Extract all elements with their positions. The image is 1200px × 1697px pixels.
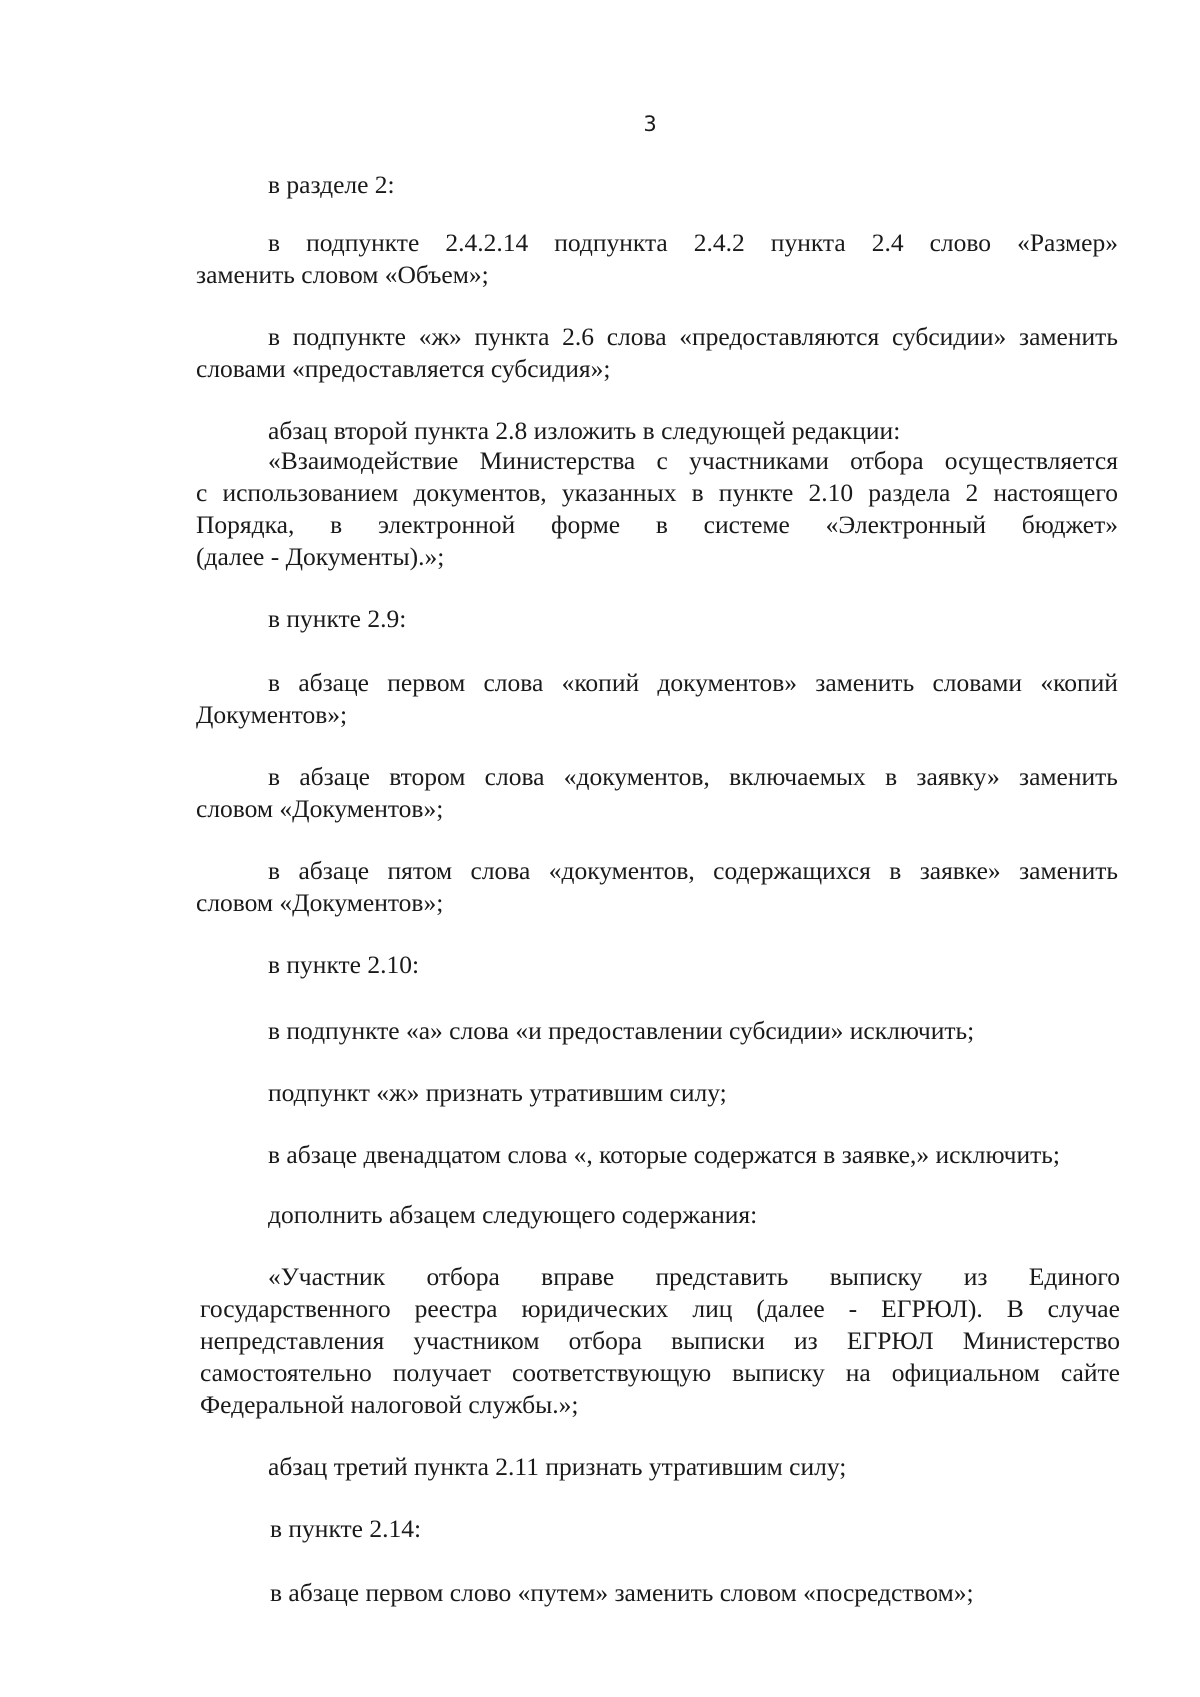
text-line: подпункт «ж» признать утратившим силу; — [268, 1078, 727, 1107]
text-line: в пункте 2.9: — [268, 604, 407, 633]
word: раздела — [868, 478, 951, 507]
word: заменить — [1019, 322, 1118, 351]
word: включаемых — [729, 762, 866, 791]
word: отбора — [426, 1262, 500, 1291]
text-line: дополнить абзацем следующего содержания: — [268, 1200, 758, 1229]
word: - — [848, 1294, 858, 1323]
word: слово — [929, 228, 992, 257]
word: 2.4 — [871, 228, 904, 257]
word: в — [268, 228, 281, 257]
word: бюджет» — [1021, 510, 1118, 539]
word: «Электронный — [825, 510, 987, 539]
text-line: в разделе 2: — [268, 170, 395, 199]
word: пятом — [387, 856, 453, 885]
word: «копий — [1040, 668, 1118, 697]
page-number: 3 — [643, 112, 657, 136]
word: абзаце — [298, 856, 370, 885]
word: в — [268, 856, 281, 885]
word: содержащихся — [713, 856, 871, 885]
word: в — [655, 510, 668, 539]
word: подпункте — [292, 322, 406, 351]
word: случае — [1047, 1294, 1120, 1323]
word: в — [885, 762, 898, 791]
word: в — [268, 668, 281, 697]
word: субсидии» — [891, 322, 1007, 351]
word: подпункте — [306, 228, 420, 257]
word: Министерство — [962, 1326, 1120, 1355]
text-line-justified — [196, 478, 1118, 508]
text-line-justified — [268, 1262, 1120, 1292]
word: участниками — [689, 446, 829, 475]
word: отбора — [568, 1326, 642, 1355]
word: пункте — [718, 478, 794, 507]
word: 2.6 — [562, 322, 594, 351]
word: ЕГРЮЛ). — [881, 1294, 983, 1323]
word: заменить — [1019, 856, 1118, 885]
word: документов, — [413, 478, 547, 507]
word: юридических — [521, 1294, 669, 1323]
text-line: (далее - Документы).»; — [196, 542, 445, 571]
word: с — [656, 446, 668, 475]
word: пункта — [474, 322, 550, 351]
word: 2.10 — [808, 478, 854, 507]
word: официальном — [891, 1358, 1040, 1387]
word: 2.4.2 — [693, 228, 745, 257]
word: «документов, — [548, 856, 695, 885]
word: в — [330, 510, 343, 539]
text-line: словом «Документов»; — [196, 794, 444, 823]
word: «Взаимодействие — [268, 446, 459, 475]
word: выписку — [732, 1358, 825, 1387]
text-line: в абзаце двенадцатом слова «, которые содержатся в заявке,» исключить; — [268, 1140, 1060, 1169]
word: слова — [484, 762, 545, 791]
word: получает — [392, 1358, 491, 1387]
word: электронной — [377, 510, 516, 539]
word: документов» — [657, 668, 798, 697]
word: (далее — [756, 1294, 825, 1323]
word: «Участник — [268, 1262, 386, 1291]
word: втором — [389, 762, 466, 791]
word: Единого — [1028, 1262, 1120, 1291]
word: из — [963, 1262, 988, 1291]
word: 2.4.2.14 — [445, 228, 529, 257]
word: ЕГРЮЛ — [846, 1326, 934, 1355]
text-line-justified — [268, 668, 1118, 698]
text-line-justified — [196, 510, 1118, 540]
word: заявке» — [919, 856, 1001, 885]
word: указанных — [561, 478, 677, 507]
text-line-justified — [200, 1294, 1120, 1324]
text-line-justified — [268, 228, 1118, 258]
word: пункта — [770, 228, 846, 257]
text-line: заменить словом «Объем»; — [196, 260, 489, 289]
text-line: абзац второй пункта 2.8 изложить в следующей редакции: — [268, 416, 901, 445]
word: заменить — [815, 668, 915, 697]
word: в — [268, 762, 281, 791]
text-line: Документов»; — [196, 700, 348, 729]
word: 2 — [965, 478, 979, 507]
word: абзаце — [298, 668, 369, 697]
word: осуществляется — [944, 446, 1118, 475]
word: в — [691, 478, 704, 507]
word: «копий — [561, 668, 640, 697]
word: настоящего — [993, 478, 1118, 507]
word: «ж» — [418, 322, 462, 351]
text-line: абзац третий пункта 2.11 признать утратившим силу; — [268, 1452, 847, 1481]
word: с — [196, 478, 208, 507]
word: реестра — [414, 1294, 498, 1323]
text-line: Федеральной налоговой службы.»; — [200, 1390, 579, 1419]
word: системе — [703, 510, 790, 539]
word: В — [1006, 1294, 1024, 1323]
word: слова — [606, 322, 667, 351]
text-line-justified — [268, 762, 1118, 792]
word: абзаце — [299, 762, 370, 791]
text-line-justified — [268, 446, 1118, 476]
word: «Размер» — [1017, 228, 1118, 257]
text-line-justified — [268, 856, 1118, 886]
word: участником — [413, 1326, 540, 1355]
word: использованием — [222, 478, 399, 507]
text-line: словом «Документов»; — [196, 888, 444, 917]
word: из — [794, 1326, 818, 1355]
word: Порядка, — [196, 510, 295, 539]
word: на — [845, 1358, 871, 1387]
word: первом — [387, 668, 466, 697]
word: в — [268, 322, 281, 351]
text-line: в подпункте «а» слова «и предоставлении субсидии» исключить; — [268, 1016, 975, 1045]
text-line-justified — [200, 1326, 1120, 1356]
word: выписку — [829, 1262, 923, 1291]
word: в — [889, 856, 902, 885]
word: представить — [655, 1262, 789, 1291]
word: форме — [550, 510, 621, 539]
word: Министерства — [479, 446, 636, 475]
word: подпункта — [554, 228, 668, 257]
word: непредставления — [200, 1326, 385, 1355]
word: слова — [483, 668, 544, 697]
word: отбора — [850, 446, 924, 475]
word: самостоятельно — [200, 1358, 372, 1387]
text-line-justified — [268, 322, 1118, 352]
word: «документов, — [563, 762, 710, 791]
word: выписки — [671, 1326, 765, 1355]
text-line: словами «предоставляется субсидия»; — [196, 354, 611, 383]
word: заменить — [1019, 762, 1118, 791]
word: заявку» — [916, 762, 1000, 791]
word: соответствующую — [511, 1358, 712, 1387]
text-line: в абзаце первом слово «путем» заменить словом «посредством»; — [270, 1578, 974, 1607]
text-line: в пункте 2.10: — [268, 950, 420, 979]
text-line-justified — [200, 1358, 1120, 1388]
word: государственного — [200, 1294, 391, 1323]
word: сайте — [1060, 1358, 1120, 1387]
word: вправе — [541, 1262, 615, 1291]
word: лиц — [692, 1294, 733, 1323]
word: «предоставляются — [679, 322, 880, 351]
text-line: в пункте 2.14: — [270, 1514, 422, 1543]
word: слова — [470, 856, 531, 885]
word: словами — [932, 668, 1023, 697]
